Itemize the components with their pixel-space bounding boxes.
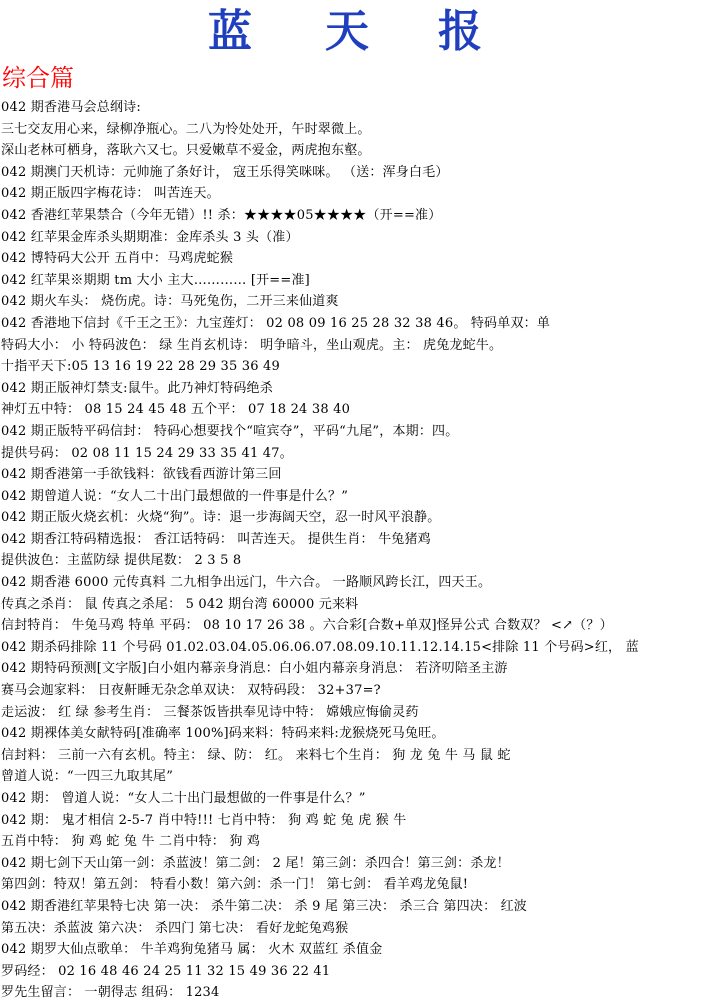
text-line: 042 博特码大公开 五肖中：马鸡虎蛇猴: [1, 251, 234, 267]
text-line: 042 期正版四字梅花诗： 叫苦连天。: [1, 186, 220, 202]
text-line: 042 期正版火烧玄机：火烧“狗”。诗：退一步海阔天空，忍一时风平浪静。: [1, 510, 441, 526]
text-line: 第四剑：特双！第五剑： 特看小数！第六剑：杀一门！ 第七剑： 看羊鸡龙兔鼠!: [1, 877, 469, 893]
text-lines: [1, 97, 701, 1004]
masthead: [0, 4, 704, 60]
section-title: 综合篇: [2, 64, 74, 92]
text-line: 042 期火车头： 烧伤虎。诗：马死兔伤，二开三来仙道爽: [1, 294, 339, 310]
text-line: 曾道人说：“一四三九取其尾”: [1, 769, 174, 785]
text-line: 042 期澳门天机诗：元帅施了条好计， 寇王乐得笑咪咪。 （送：浑身白毛）: [1, 164, 449, 180]
text-line: 特码大小： 小 特码波色： 绿 生肖玄机诗： 明争暗斗，坐山观虎。主： 虎兔龙蛇牛。: [1, 337, 503, 353]
text-line: 042 红苹果※期期 tm 大小 主大………… [开==准]: [1, 272, 310, 288]
masthead-char-1: 蓝: [208, 6, 252, 57]
text-line: 042 期香港 6000 元传真料 二九相争出远门，牛六合。 一路顺风跨长江，四天王。: [1, 575, 492, 591]
text-line: 提供波色：主蓝防绿 提供尾数： 2 3 5 8: [1, 553, 242, 569]
text-line: 罗码经： 02 16 48 46 24 25 11 32 15 49 36 22 41: [1, 963, 331, 979]
text-line: 042 香港红苹果禁合（今年无错）!! 杀：★★★★05★★★★（开==准）: [1, 207, 442, 223]
text-line: 042 期正版特平码信封： 特码心想要找个“喧宾夺”，平码“九尾”，本期：四。: [1, 423, 459, 439]
text-line: 三七交友用心来，绿柳净瓶心。二八为怜处处开，午时翠微上。: [1, 121, 371, 137]
text-line: 042 期香港第一手欲钱料：欲钱看西游计第三回: [1, 467, 282, 483]
text-line: 042 香港地下信封《千王之王》：九宝莲灯： 02 08 09 16 25 28 32 38 46。 特码单双：单: [1, 315, 551, 331]
text-line: 深山老林可栖身，落耿六又七。只爱嫩草不爱金，两虎抱东壑。: [1, 143, 371, 159]
text-line: 提供号码： 02 08 11 15 24 29 33 35 41 47。: [1, 445, 293, 461]
text-line: 信封料： 三前一六有玄机。特主： 绿、防： 红。 来料七个生肖： 狗 龙 兔 牛 马 鼠 蛇: [1, 747, 511, 763]
text-line: 赛马会迦家料： 日夜鼾睡无杂念单双诀： 双特码段： 32+37=?: [1, 683, 381, 699]
masthead-char-3: 报: [438, 6, 482, 57]
text-line: 042 期香港红苹果特七决 第一决： 杀牛第二决： 杀 9 尾 第三决： 杀三合 第四决： 红波: [1, 898, 528, 914]
text-line: 042 期香港马会总纲诗:: [1, 100, 141, 115]
text-line: 传真之杀肖： 鼠 传真之杀尾： 5 042 期台湾 60000 元来料: [1, 596, 359, 612]
text-line: 042 期杀码排除 11 个号码 01.02.03.04.05.06.06.07.08.09.10.11.12.14.15<排除 11 个号码>红， 蓝: [1, 639, 639, 655]
text-line: 042 红苹果金库杀头期期准：金库杀头 3 头（准）: [1, 229, 299, 245]
text-line: 五肖中特： 狗 鸡 蛇 兔 牛 二肖中特： 狗 鸡: [1, 834, 261, 850]
text-line: 042 期罗大仙点歌单： 牛羊鸡狗兔猪马 属： 火木 双蓝红 杀值金: [1, 942, 383, 958]
text-line: 042 期裸体美女献特码[准确率 100%]码来料：特码来料:龙猴烧死马兔旺。: [1, 726, 445, 742]
text-line: 第五决：杀蓝波 第六决： 杀四门 第七决： 看好龙蛇兔鸡猴: [1, 920, 349, 936]
text-line: 042 期香江特码精选报： 香江话特码： 叫苦连天。 提供生肖： 牛兔猪鸡: [1, 531, 431, 547]
text-line: 042 期曾道人说：“女人二十出门最想做的一件事是什么？”: [1, 488, 349, 504]
text-line: 神灯五中特： 08 15 24 45 48 五个平： 07 18 24 38 40: [1, 402, 351, 418]
text-line: 走运波： 红 绿 参考生肖： 三餐茶饭皆拱奉见诗中特： 嫦娥应悔偷灵药: [1, 704, 419, 720]
text-line: 042 期正版神灯禁支:鼠牛。此乃神灯特码绝杀: [1, 380, 273, 396]
text-line: 十指平天下:05 13 16 19 22 28 29 35 36 49: [1, 359, 280, 375]
text-line: 信封特肖： 牛兔马鸡 特单 平码： 08 10 17 26 38 。六合彩[合数+单双]怪异公式 合数双？ <↗（？）: [1, 618, 613, 634]
text-line: 042 期特码预测[文字版]白小姐内幕亲身消息：白小姐内幕亲身消息： 若济叨陪圣主游: [1, 661, 508, 677]
text-line: 042 期： 曾道人说：“女人二十出门最想做的一件事是什么？”: [1, 791, 366, 806]
text-line: 042 期七剑下天山第一剑：杀蓝波！第二剑： 2 尾！第三剑：杀四合！第三剑：杀龙！: [1, 855, 510, 871]
text-line: 042 期： 鬼才相信 2-5-7 肖中特!!! 七肖中特： 狗 鸡 蛇 兔 虎 猴 牛: [1, 812, 407, 828]
masthead-char-2: 天: [325, 6, 369, 57]
text-line: 罗先生留言： 一朝得志 组码： 1234: [1, 985, 220, 1001]
